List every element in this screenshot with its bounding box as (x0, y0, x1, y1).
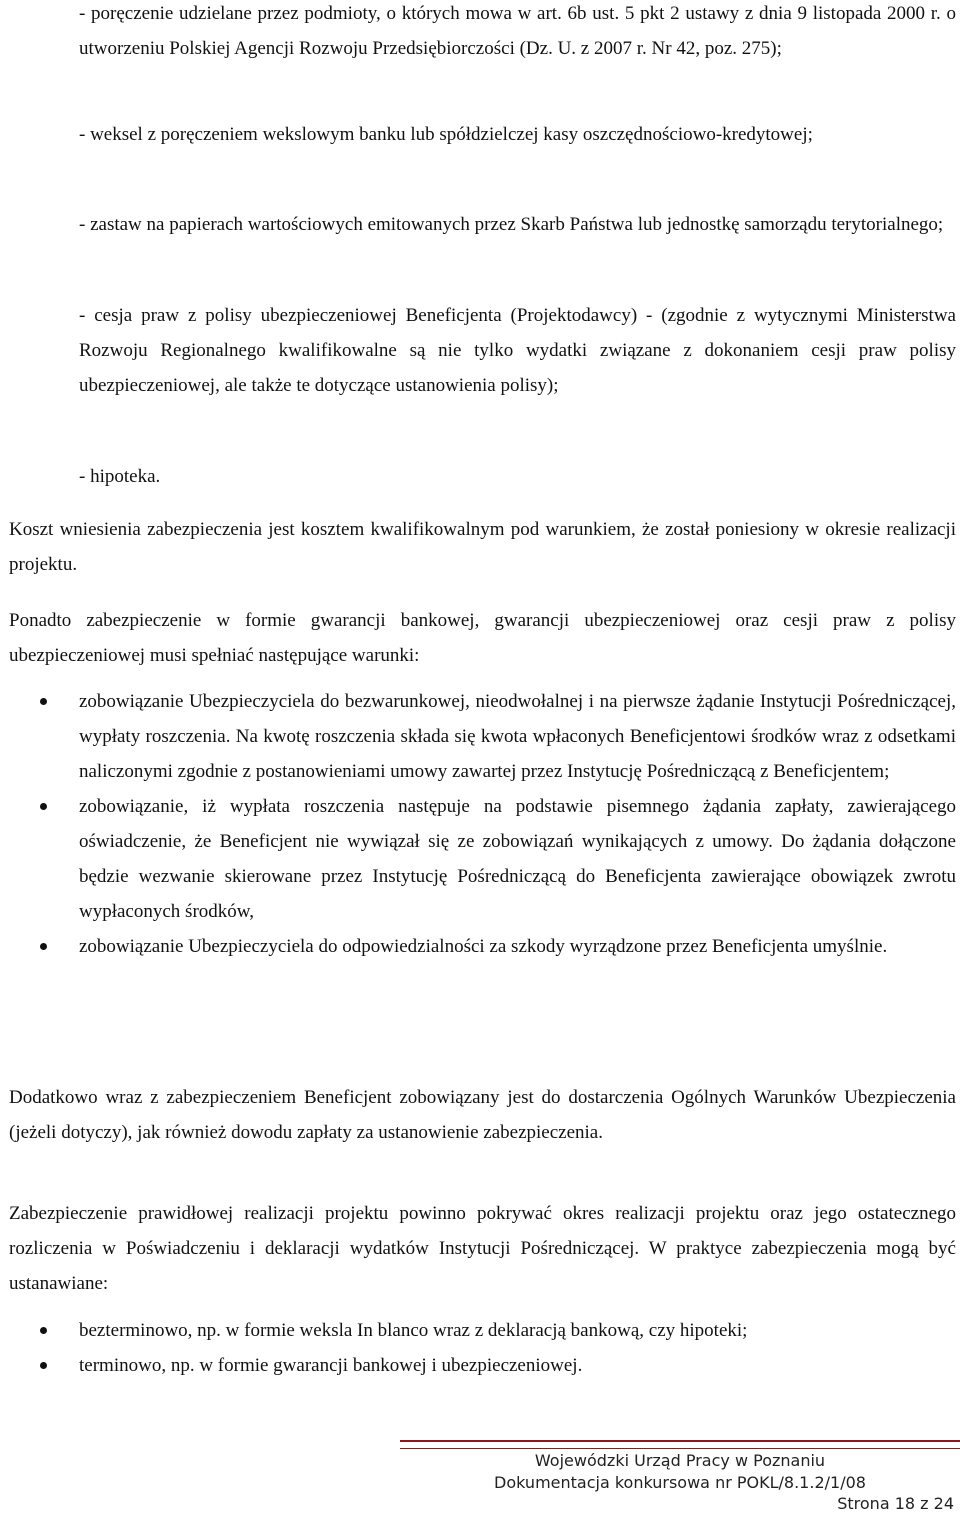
bullet-icon (40, 943, 47, 950)
practice-item (0, 1313, 956, 1348)
bullet-icon (40, 1327, 47, 1334)
practice-text: terminowo, np. w formie gwarancji bankowej i ubezpieczeniowej. (79, 1355, 583, 1376)
condition-item (0, 929, 956, 964)
bullet-icon (40, 1362, 47, 1369)
item-hipoteka: - hipoteka. (79, 466, 161, 487)
condition-text: zobowiązanie Ubezpieczyciela do bezwarunkowej, nieodwołalnej i na pierwsze żądanie Instytucji Pośredniczącej, wypłaty roszczenia. Na kwotę roszczenia składa się kwota wpłaconych Beneficjentowi środków wraz z odsetkami naliczonymi zgodnie z postanowieniami umowy zawartej przez Instytucję Pośredniczącą z Beneficjentem; (79, 691, 956, 782)
paragraph-conditions: Ponadto zabezpieczenie w formie gwarancji bankowej, gwarancji ubezpieczeniowej oraz cesji praw z polisy ubezpieczeniowej musi spełniać następujące warunki: (9, 610, 956, 666)
condition-item (0, 789, 956, 929)
item-zastaw: - zastaw na papierach wartościowych emitowanych przez Skarb Państwa lub jednostkę samorządu terytorialnego; (79, 214, 944, 235)
item-cesja: - cesja praw z polisy ubezpieczeniowej Beneficjenta (Projektodawcy) - (zgodnie z wytycznymi Ministerstwa Rozwoju Regionalnego kwalifikowalne są nie tylko wydatki związane z dokonaniem cesji praw polisy ubezpieczeniowej, ale także te dotyczące ustanowienia polisy); (79, 305, 956, 396)
paragraph-period: Zabezpieczenie prawidłowej realizacji projektu powinno pokrywać okres realizacji projektu oraz jego ostatecznego rozliczenia w Poświadczeniu i deklaracji wydatków Instytucji Pośredniczącej. W praktyce zabezpieczenia mogą być ustanawiane: (9, 1203, 956, 1294)
paragraph-cost: Koszt wniesienia zabezpieczenia jest kosztem kwalifikowalnym pod warunkiem, że został poniesiony w okresie realizacji projektu. (9, 519, 956, 575)
practice-list (0, 1313, 956, 1383)
footer-documentation: Dokumentacja konkursowa nr POKL/8.1.2/1/08 (494, 1473, 866, 1492)
bullet-icon (40, 803, 47, 810)
condition-text: zobowiązanie, iż wypłata roszczenia następuje na podstawie pisemnego żądania zapłaty, zawierającego oświadczenie, że Beneficjent nie wywiązał się ze zobowiązań wynikających z umowy. Do żądania dołączone będzie wezwanie skierowane przez Instytucję Pośredniczącą do Beneficjenta zawierające obowiązek zwrotu wypłaconych środków, (79, 796, 956, 922)
condition-text: zobowiązanie Ubezpieczyciela do odpowiedzialności za szkody wyrządzone przez Beneficjenta umyślnie. (79, 936, 888, 957)
footer-institution: Wojewódzki Urząd Pracy w Poznaniu (534, 1451, 826, 1470)
bullet-icon (40, 698, 47, 705)
item-weksel: - weksel z poręczeniem wekslowym banku lub spółdzielczej kasy oszczędnościowo-kredytowej; (79, 124, 813, 145)
condition-item (0, 684, 956, 789)
paragraph-additional: Dodatkowo wraz z zabezpieczeniem Beneficjent zobowiązany jest do dostarczenia Ogólnych Warunków Ubezpieczenia (jeżeli dotyczy), jak również dowodu zapłaty za ustanowienie zabezpieczenia. (9, 1087, 956, 1143)
footer-divider (400, 1440, 960, 1449)
item-poreczenie-parp: - poręczenie udzielane przez podmioty, o których mowa w art. 6b ust. 5 pkt 2 ustawy z dnia 9 listopada 2000 r. o utworzeniu Polskiej Agencji Rozwoju Przedsiębiorczości (Dz. U. z 2007 r. Nr 42, poz. 275); (79, 3, 956, 59)
conditions-list (0, 684, 956, 964)
page-number: Strona 18 z 24 (837, 1494, 954, 1513)
practice-item (0, 1348, 956, 1383)
practice-text: bezterminowo, np. w formie weksla In blanco wraz z deklaracją bankową, czy hipoteki; (79, 1320, 748, 1341)
